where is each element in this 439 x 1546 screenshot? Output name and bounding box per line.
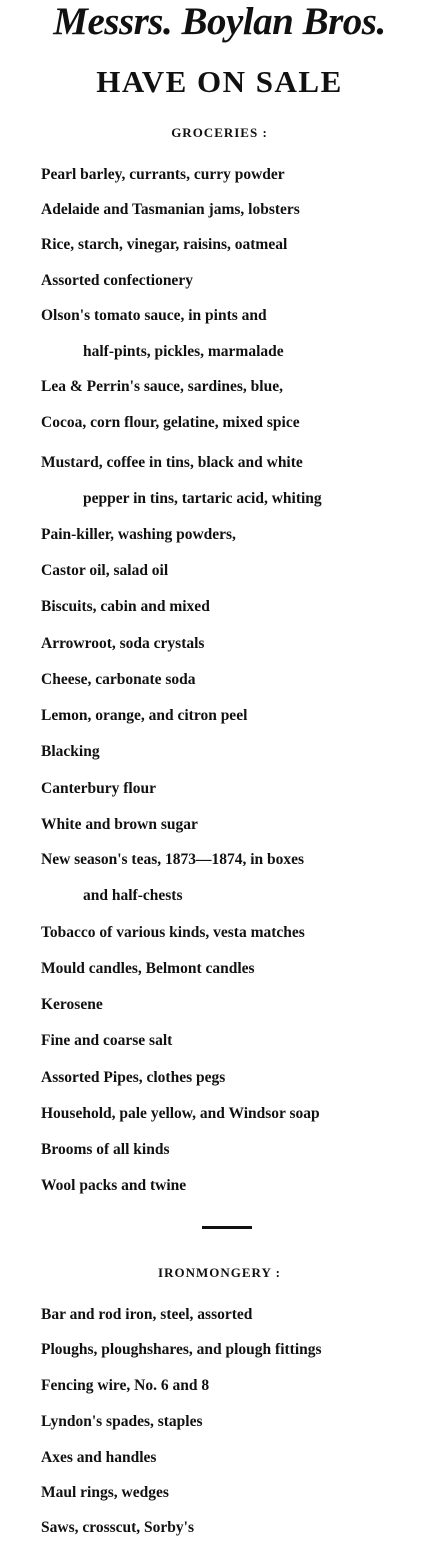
- list-item: Lyndon's spades, staples: [41, 1413, 203, 1430]
- list-item: Adelaide and Tasmanian jams, lobsters: [41, 201, 300, 218]
- list-item: Mustard, coffee in tins, black and white: [41, 454, 303, 471]
- list-item: Ploughs, ploughshares, and plough fittings: [41, 1341, 322, 1358]
- list-item: Lemon, orange, and citron peel: [41, 707, 248, 724]
- section-divider: [202, 1226, 252, 1229]
- list-item: Castor oil, salad oil: [41, 562, 169, 579]
- list-item: Kerosene: [41, 996, 103, 1013]
- list-item: Rice, starch, vinegar, raisins, oatmeal: [41, 236, 288, 253]
- list-item: Axes and handles: [41, 1449, 157, 1466]
- list-item-continuation: half-pints, pickles, marmalade: [83, 343, 284, 360]
- list-item: Arrowroot, soda crystals: [41, 635, 205, 652]
- list-item: Cocoa, corn flour, gelatine, mixed spice: [41, 414, 300, 431]
- list-item: Bar and rod iron, steel, assorted: [41, 1306, 253, 1323]
- list-item: Assorted confectionery: [41, 272, 193, 289]
- list-item: Assorted Pipes, clothes pegs: [41, 1069, 226, 1086]
- advertiser-name: Messrs. Boylan Bros.: [53, 0, 386, 43]
- list-item: Fencing wire, No. 6 and 8: [41, 1377, 210, 1394]
- list-item: Olson's tomato sauce, in pints and: [41, 307, 267, 324]
- list-item: Canterbury flour: [41, 780, 156, 797]
- list-item: Cheese, carbonate soda: [41, 671, 196, 688]
- list-item: White and brown sugar: [41, 816, 198, 833]
- list-item-continuation: pepper in tins, tartaric acid, whiting: [83, 490, 322, 507]
- list-item: Pain-killer, washing powders,: [41, 526, 236, 543]
- list-item: Mould candles, Belmont candles: [41, 960, 255, 977]
- list-item: Brooms of all kinds: [41, 1141, 170, 1158]
- list-item: Maul rings, wedges: [41, 1484, 169, 1501]
- sale-heading: HAVE ON SALE: [96, 64, 343, 99]
- list-item: Biscuits, cabin and mixed: [41, 598, 210, 615]
- list-item: Pearl barley, currants, curry powder: [41, 166, 285, 183]
- list-item: Lea & Perrin's sauce, sardines, blue,: [41, 378, 283, 395]
- list-item: New season's teas, 1873—1874, in boxes: [41, 851, 305, 868]
- list-item: Saws, crosscut, Sorby's: [41, 1519, 195, 1536]
- list-item: Tobacco of various kinds, vesta matches: [41, 924, 305, 941]
- list-item: Blacking: [41, 743, 100, 760]
- list-item: Household, pale yellow, and Windsor soap: [41, 1105, 320, 1122]
- list-item: Wool packs and twine: [41, 1177, 187, 1194]
- list-item: Fine and coarse salt: [41, 1032, 173, 1049]
- list-item-continuation: and half-chests: [83, 887, 183, 904]
- ironmongery-heading: IRONMONGERY :: [158, 1265, 281, 1280]
- groceries-heading: GROCERIES :: [171, 125, 268, 140]
